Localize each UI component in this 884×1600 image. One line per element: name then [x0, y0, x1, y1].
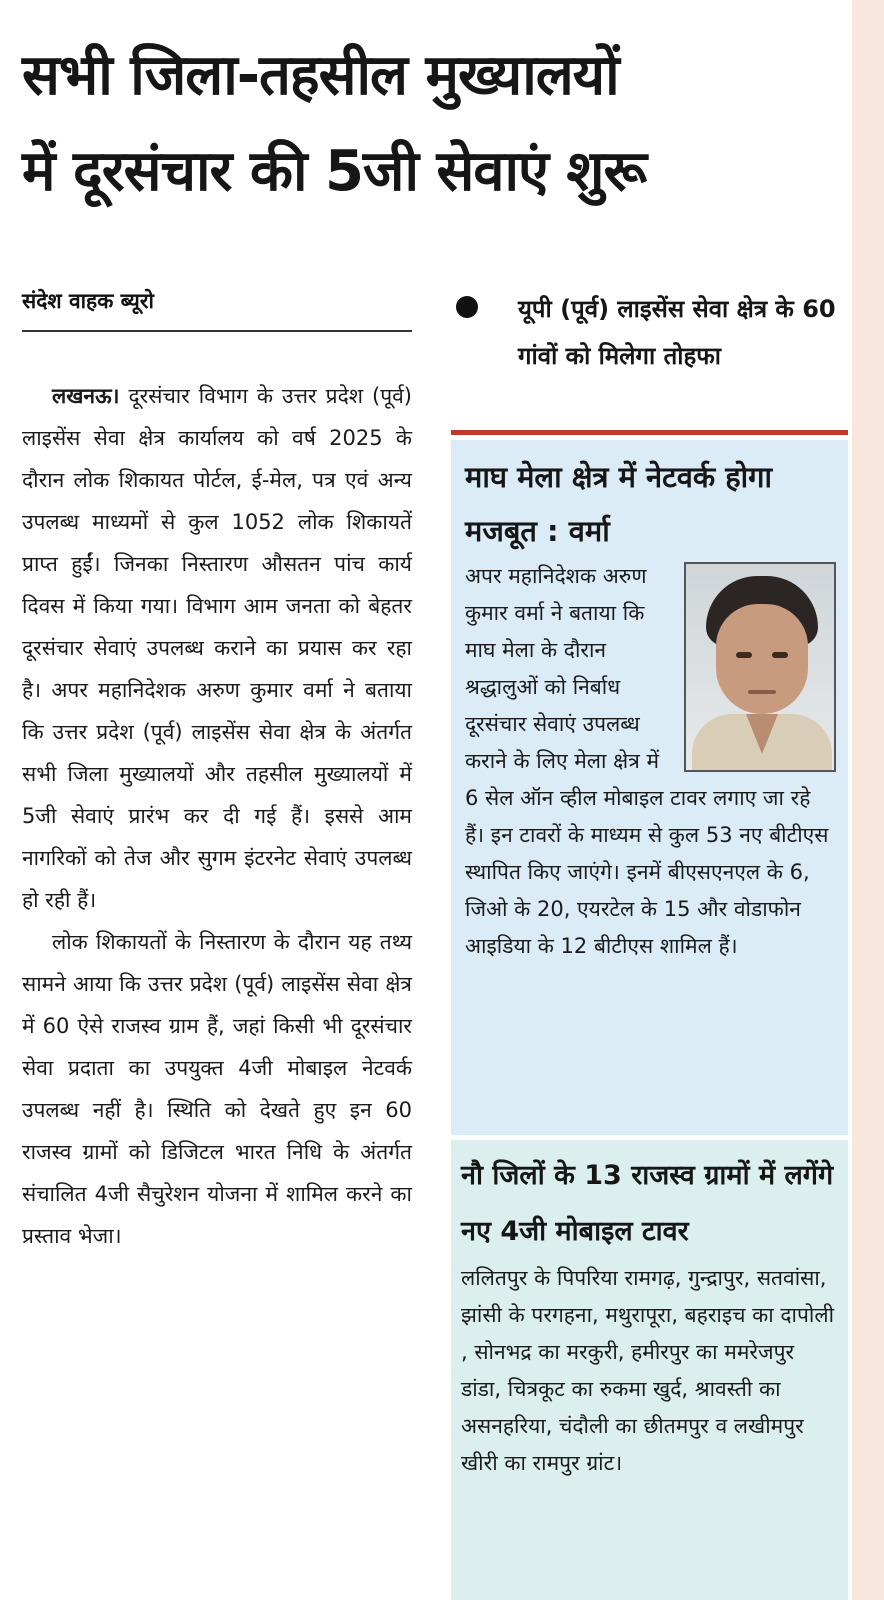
- byline: संदेश वाहक ब्यूरो: [22, 284, 412, 332]
- highlight-text: यूपी (पूर्व) लाइसेंस सेवा क्षेत्र के 60 गांवों को मिलेगा तोहफा: [518, 295, 836, 370]
- headline-line-2: में दूरसंचार की 5जी सेवाएं शुरू: [22, 139, 647, 204]
- bullet-icon: [456, 296, 478, 318]
- dateline: लखनऊ।: [52, 384, 120, 408]
- sidebar-box-new-towers: [451, 1140, 848, 1600]
- box1-heading: माघ मेला क्षेत्र में नेटवर्क होगा मजबूत : वर्मा: [465, 460, 772, 548]
- article-paragraph-2: लोक शिकायतों के निस्तारण के दौरान यह तथ्य सामने आया कि उत्तर प्रदेश (पूर्व) लाइसेंस सेवा क्षेत्र में 60 ऐसे राजस्व ग्राम हैं, जहां किसी भी दूरसंचार सेवा प्रदाता का उपयुक्त 4जी मोबाइल नेटवर्क उपलब्ध नहीं है। स्थिति को देखते हुए इन 60 राजस्व ग्रामों को डिजिटल भारत निधि के अंतर्गत संचालित 4जी सैचुरेशन योजना में शामिल करने का प्रस्ताव भेजा।: [22, 930, 412, 1248]
- section-divider: [451, 430, 848, 435]
- sidebar-box-magh-mela: [451, 440, 848, 1135]
- page-edge-strip: [852, 0, 884, 1600]
- box1-text: अपर महानिदेशक अरुण कुमार वर्मा ने बताया कि माघ मेला के दौरान श्रद्धालुओं को निर्बाध दूरसंचार सेवाएं उपलब्ध कराने के लिए मेला क्षेत्र में 6 सेल ऑन व्हील मोबाइल टावर लगाए जा रहे हैं। इन टावरों के माध्यम से कुल 53 नए बीटीएस स्थापित किए जाएंगे। इनमें बीएसएनएल के 6, जिओ के 20, एयरटेल के 15 और वोडाफोन आइडिया के 12 बीटीएस शामिल हैं।: [465, 564, 829, 958]
- box2-heading: नौ जिलों के 13 राजस्व ग्रामों में लगेंगे नए 4जी मोबाइल टावर: [461, 1160, 834, 1247]
- article-paragraph-1: [22, 375, 412, 921]
- official-portrait-photo: [684, 562, 836, 772]
- article-paragraph-1-text: दूरसंचार विभाग के उत्तर प्रदेश (पूर्व) लाइसेंस सेवा क्षेत्र कार्यालय को वर्ष 2025 के दौरान लोक शिकायत पोर्टल, ई-मेल, पत्र एवं अन्य उपलब्ध माध्यमों से कुल 1052 लोक शिकायतें प्राप्त हुईं। जिनका निस्तारण औसतन पांच कार्य दिवस में किया गया। विभाग आम जनता को बेहतर दूरसंचार सेवाएं उपलब्ध कराने का प्रयास कर रहा है। अपर महानिदेशक अरुण कुमार वर्मा ने बताया कि उत्तर प्रदेश (पूर्व) लाइसेंस सेवा क्षेत्र के अंतर्गत सभी जिला मुख्यालयों और तहसील मुख्यालयों में 5जी सेवाएं प्रारंभ कर दी गई हैं। इससे आम नागरिकों को तेज और सुगम इंटरनेट सेवाएं उपलब्ध हो रही हैं।: [22, 384, 412, 912]
- box2-text: ललितपुर के पिपरिया रामगढ़, गुन्द्रापुर, सतवांसा, झांसी के परगहना, मथुरापूरा, बहराइच का दापोली , सोनभद्र का मरकुरी, हमीरपुर का ममरेजपुर डांडा, चित्रकूट का रुकमा खुर्द, श्रावस्ती का असनहरिया, चंदौली का छीतमपुर व लखीमपुर खीरी का रामपुर ग्रांट।: [461, 1266, 835, 1475]
- headline: [22, 28, 848, 220]
- article-body: [22, 375, 412, 1257]
- highlight-point: [456, 286, 836, 380]
- headline-line-1: सभी जिला-तहसील मुख्यालयों: [22, 43, 619, 108]
